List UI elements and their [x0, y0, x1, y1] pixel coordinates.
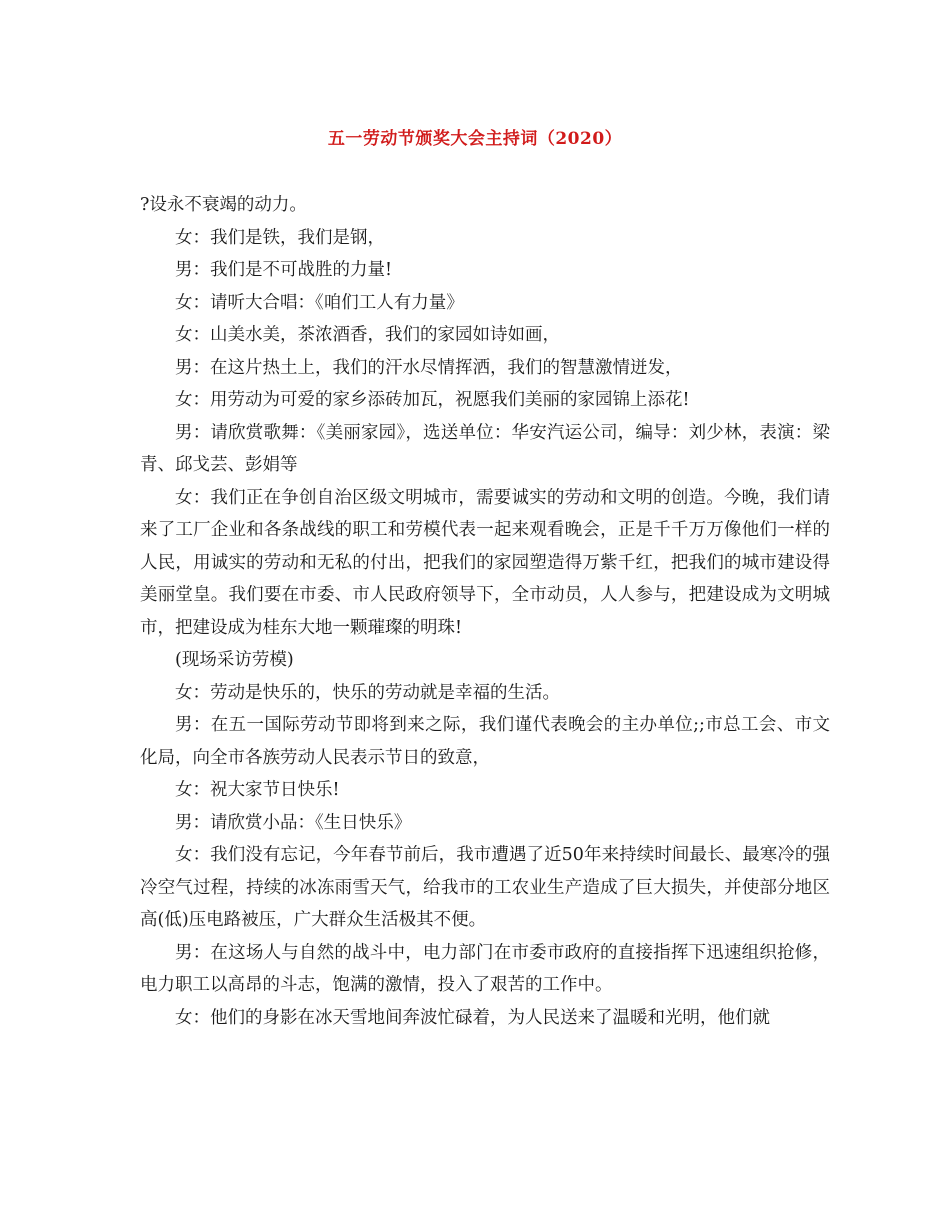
paragraph: 男：在五一国际劳动节即将到来之际，我们谨代表晚会的主办单位;;市总工会、市文化局，向全市各族劳动人民表示节日的致意， [140, 715, 830, 768]
paragraph: 女：他们的身影在冰天雪地间奔波忙碌着，为人民送来了温暖和光明，他们就 [175, 1007, 770, 1028]
paragraph: 女：我们正在争创自治区级文明城市，需要诚实的劳动和文明的创造。今晚，我们请来了工厂企业和各条战线的职工和劳模代表一起来观看晚会，正是千千万万像他们一样的人民，用诚实的劳动和无私的付出，把我们的家园塑造得万紫千红，把我们的城市建设得美丽堂皇。我们要在市委、市人民政府领导下，全市动员，人人参与，把建设成为文明城市，把建设成为桂东大地一颗璀璨的明珠! [140, 487, 830, 638]
paragraph: 女：我们没有忘记，今年春节前后，我市遭遇了近50年来持续时间最长、最寒冷的强冷空气过程，持续的冰冻雨雪天气，给我市的工农业生产造成了巨大损失，并使部分地区高(低)压电路被压，广大群众生活极其不便。 [140, 845, 830, 930]
paragraph: 男：在这场人与自然的战斗中，电力部门在市委市政府的直接指挥下迅速组织抢修，电力职工以高昂的斗志，饱满的激情，投入了艰苦的工作中。 [140, 942, 830, 995]
paragraph: 女：请听大合唱：《咱们工人有力量》 [175, 292, 464, 313]
paragraph: 女：劳动是快乐的，快乐的劳动就是幸福的生活。 [175, 682, 560, 703]
paragraph: 女：我们是铁，我们是钢， [175, 227, 385, 248]
paragraph: (现场采访劳模) [175, 650, 294, 670]
paragraph: 女：祝大家节日快乐! [175, 780, 340, 800]
paragraph: 男：请欣赏歌舞：《美丽家园》，选送单位：华安汽运公司，编导：刘少林，表演：梁青、邱戈芸、彭娟等 [140, 422, 830, 475]
document-body [140, 189, 830, 1034]
paragraph: 男：我们是不可战胜的力量! [175, 260, 393, 280]
document-title: 五一劳动节颁奖大会主持词（2020） [327, 129, 623, 149]
paragraph: 女：用劳动为可爱的家乡添砖加瓦，祝愿我们美丽的家园锦上添花! [175, 390, 690, 410]
paragraph: ?设永不衰竭的动力。 [140, 195, 307, 215]
paragraph: 男：请欣赏小品：《生日快乐》 [175, 812, 412, 833]
paragraph: 男：在这片热土上，我们的汗水尽情挥洒，我们的智慧激情迸发， [175, 357, 683, 378]
paragraph: 女：山美水美，茶浓酒香，我们的家园如诗如画， [175, 325, 560, 345]
